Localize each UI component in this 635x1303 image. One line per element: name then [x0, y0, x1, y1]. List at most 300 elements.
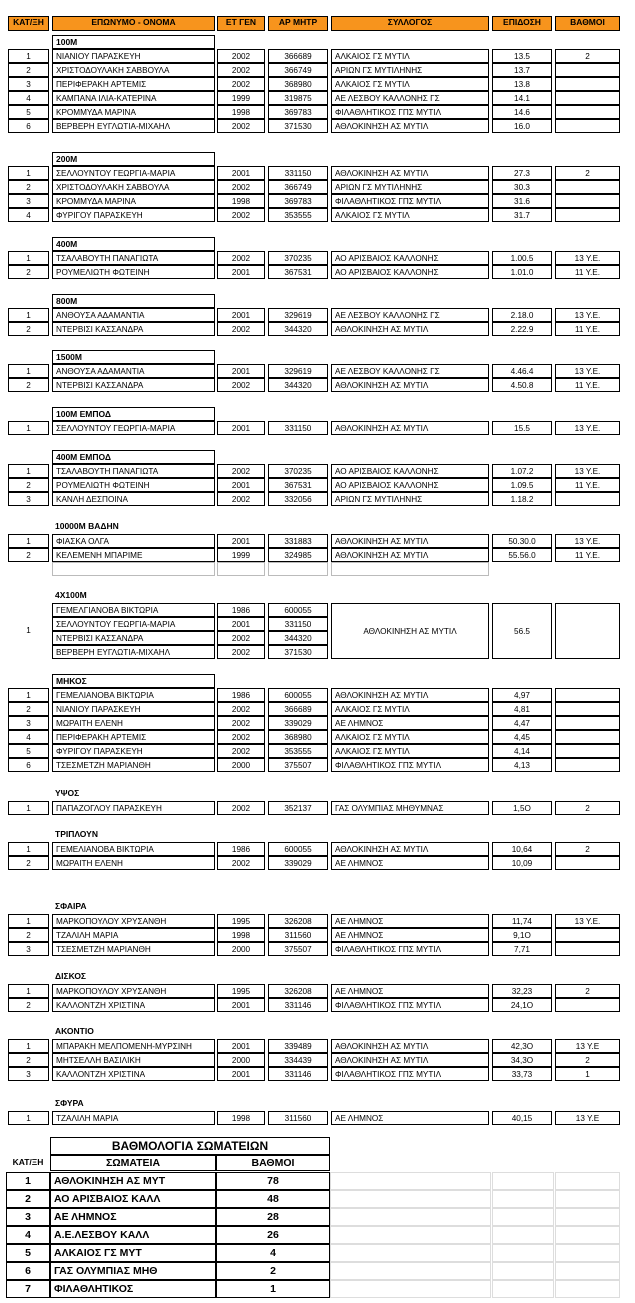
cell-rank: 1 [8, 308, 49, 322]
cell-club: ΑΘΛΟΚΙΝΗΣΗ ΑΣ ΜΥΤΙΛ [331, 378, 489, 392]
header-points: ΒΑΘΜΟΙ [555, 16, 620, 31]
cell-performance: 4.46.4 [492, 364, 552, 378]
cell-performance: 32,23 [492, 984, 552, 998]
standings-rank: 4 [6, 1226, 50, 1244]
cell-performance: 1.01.0 [492, 265, 552, 279]
relay-member-registration: 371530 [268, 645, 328, 659]
event-title: ΤΡΙΠΛΟΥΝ [55, 829, 98, 839]
cell-performance: 4,97 [492, 688, 552, 702]
cell-birth-year: 2001 [217, 1067, 265, 1081]
cell-performance: 42,3Ο [492, 1039, 552, 1053]
cell-performance: 14.1 [492, 91, 552, 105]
relay-member-birth-year: 2002 [217, 645, 265, 659]
cell-athlete-name: ΚΡΟΜΜΥΔΑ ΜΑΡΙΝΑ [52, 194, 215, 208]
cell-athlete-name: ΑΝΘΟΥΣΑ ΑΔΑΜΑΝΤΙΑ [52, 308, 215, 322]
empty-grid-cell [330, 1226, 491, 1244]
cell-rank: 2 [8, 548, 49, 562]
table-row [0, 928, 635, 942]
cell-performance: 4,81 [492, 702, 552, 716]
cell-performance: 9,1Ο [492, 928, 552, 942]
cell-athlete-name: ΒΕΡΒΕΡΗ ΕΥΓΛΩΤΙΑ-ΜΙΧΑΗΛ [52, 119, 215, 133]
standings-row [0, 1226, 635, 1244]
table-row [0, 77, 635, 91]
cell-registration-no: 331146 [268, 998, 328, 1012]
standings-points: 48 [216, 1190, 330, 1208]
cell-rank: 3 [8, 77, 49, 91]
cell-registration-no: 329619 [268, 364, 328, 378]
table-row [0, 730, 635, 744]
empty-grid-cell [555, 1190, 620, 1208]
standings-points: 4 [216, 1244, 330, 1262]
standings-row [0, 1262, 635, 1280]
cell-points: 2 [555, 842, 620, 856]
cell-athlete-name: ΜΩΡΑΙΤΗ ΕΛΕΝΗ [52, 856, 215, 870]
empty-grid-cell [492, 1190, 554, 1208]
table-row [0, 1039, 635, 1053]
cell-athlete-name: ΚΑΝΛΗ ΔΕΣΠΟΙΝΑ [52, 492, 215, 506]
table-row [0, 180, 635, 194]
standings-rank: 7 [6, 1280, 50, 1298]
cell-performance: 40,15 [492, 1111, 552, 1125]
table-row [0, 758, 635, 772]
empty-cell [52, 562, 215, 576]
cell-points: 11 Υ.Ε. [555, 478, 620, 492]
standings-club: ΑΕ ΛΗΜΝΟΣ [50, 1208, 216, 1226]
cell-performance: 10,09 [492, 856, 552, 870]
cell-performance: 13.7 [492, 63, 552, 77]
cell-rank: 1 [8, 842, 49, 856]
standings-club: ΑΘΛΟΚΙΝΗΣΗ ΑΣ ΜΥΤ [50, 1172, 216, 1190]
cell-birth-year: 2002 [217, 119, 265, 133]
cell-performance: 1,5Ο [492, 801, 552, 815]
cell-birth-year: 1998 [217, 105, 265, 119]
cell-birth-year: 2002 [217, 744, 265, 758]
cell-birth-year: 1986 [217, 688, 265, 702]
cell-registration-no: 331150 [268, 421, 328, 435]
cell-athlete-name: ΑΝΘΟΥΣΑ ΑΔΑΜΑΝΤΙΑ [52, 364, 215, 378]
cell-birth-year: 2000 [217, 758, 265, 772]
cell-points [555, 208, 620, 222]
cell-registration-no: 370235 [268, 251, 328, 265]
cell-performance: 11,74 [492, 914, 552, 928]
cell-athlete-name: ΤΣΑΛΑΒΟΥΤΗ ΠΑΝΑΓΙΩΤΑ [52, 251, 215, 265]
cell-rank: 1 [8, 801, 49, 815]
standings-club: ΑΟ ΑΡΙΣΒΑΙΟΣ ΚΑΛΛ [50, 1190, 216, 1208]
cell-birth-year: 1999 [217, 91, 265, 105]
event-title: 1500Μ [52, 350, 215, 364]
cell-athlete-name: ΤΣΑΛΑΒΟΥΤΗ ΠΑΝΑΓΙΩΤΑ [52, 464, 215, 478]
standings-rank: 5 [6, 1244, 50, 1262]
event-title: 10000Μ ΒΑΔΗΝ [55, 521, 119, 531]
cell-points: 13 Υ.Ε. [555, 534, 620, 548]
empty-grid-cell [492, 1244, 554, 1262]
cell-birth-year: 2001 [217, 1039, 265, 1053]
cell-club: ΑΘΛΟΚΙΝΗΣΗ ΑΣ ΜΥΤΙΛ [331, 119, 489, 133]
cell-club: ΑΘΛΟΚΙΝΗΣΗ ΑΣ ΜΥΤΙΛ [331, 1039, 489, 1053]
cell-rank: 4 [8, 208, 49, 222]
cell-points [555, 492, 620, 506]
cell-points: 11 Υ.Ε. [555, 265, 620, 279]
standings-points: 2 [216, 1262, 330, 1280]
cell-club: ΑΘΛΟΚΙΝΗΣΗ ΑΣ ΜΥΤΙΛ [331, 322, 489, 336]
standings-rank: 3 [6, 1208, 50, 1226]
cell-club: ΑΕ ΛΗΜΝΟΣ [331, 1111, 489, 1125]
cell-athlete-name: ΠΑΠΑΖΟΓΛΟΥ ΠΑΡΑΣΚΕΥΗ [52, 801, 215, 815]
cell-points [555, 688, 620, 702]
standings-row [0, 1190, 635, 1208]
cell-points: 13 Υ.Ε. [555, 421, 620, 435]
cell-club: ΦΙΛΑΘΛΗΤΙΚΟΣ ΓΠΣ ΜΥΤΙΛ [331, 998, 489, 1012]
cell-birth-year: 2002 [217, 702, 265, 716]
cell-registration-no: 370235 [268, 464, 328, 478]
cell-performance: 1.07.2 [492, 464, 552, 478]
cell-rank: 3 [8, 716, 49, 730]
standings-club: ΓΑΣ ΟΛΥΜΠΙΑΣ ΜΗΘ [50, 1262, 216, 1280]
cell-points [555, 942, 620, 956]
cell-birth-year: 1998 [217, 928, 265, 942]
cell-registration-no: 344320 [268, 378, 328, 392]
cell-birth-year: 2002 [217, 856, 265, 870]
table-row [0, 194, 635, 208]
cell-performance: 15.5 [492, 421, 552, 435]
cell-birth-year: 2001 [217, 998, 265, 1012]
empty-grid-cell [492, 1262, 554, 1280]
table-row [0, 744, 635, 758]
standings-points: 28 [216, 1208, 330, 1226]
standings-row [0, 1172, 635, 1190]
standings-rank: 6 [6, 1262, 50, 1280]
standings-club: Α.Ε.ΛΕΣΒΟΥ ΚΑΛΛ [50, 1226, 216, 1244]
cell-registration-no: 339029 [268, 716, 328, 730]
cell-athlete-name: ΠΕΡΙΦΕΡΑΚΗ ΑΡΤΕΜΙΣ [52, 730, 215, 744]
cell-club: ΑΛΚΑΙΟΣ ΓΣ ΜΥΤΙΛ [331, 208, 489, 222]
cell-registration-no: 311560 [268, 1111, 328, 1125]
empty-row [0, 562, 635, 576]
cell-points [555, 744, 620, 758]
cell-registration-no: 344320 [268, 322, 328, 336]
relay-member-registration: 600055 [268, 603, 328, 617]
cell-performance: 13.5 [492, 49, 552, 63]
empty-grid-cell [555, 1262, 620, 1280]
cell-birth-year: 2001 [217, 534, 265, 548]
cell-club: ΑΕ ΛΗΜΝΟΣ [331, 716, 489, 730]
table-row [0, 1111, 635, 1125]
cell-registration-no: 368980 [268, 77, 328, 91]
empty-grid-cell [555, 1226, 620, 1244]
cell-club: ΑΡΙΩΝ ΓΣ ΜΥΤΙΛΗΝΗΣ [331, 180, 489, 194]
cell-athlete-name: ΚΑΛΛΟΝΤΖΗ ΧΡΙΣΤΙΝΑ [52, 1067, 215, 1081]
standings-header-rank: ΚΑΤ/ΞΗ [12, 1157, 44, 1167]
cell-performance: 34,3Ο [492, 1053, 552, 1067]
cell-athlete-name: ΡΟΥΜΕΛΙΩΤΗ ΦΩΤΕΙΝΗ [52, 478, 215, 492]
header-row [0, 16, 635, 31]
cell-rank: 2 [8, 998, 49, 1012]
cell-performance: 16.0 [492, 119, 552, 133]
empty-grid-cell [555, 1244, 620, 1262]
event-title: ΥΨΟΣ [55, 788, 80, 798]
cell-rank: 5 [8, 105, 49, 119]
cell-rank: 1 [8, 984, 49, 998]
cell-athlete-name: ΦΥΡΙΓΟΥ ΠΑΡΑΣΚΕΥΗ [52, 208, 215, 222]
cell-club: ΑΕ ΛΗΜΝΟΣ [331, 928, 489, 942]
empty-grid-cell [555, 1208, 620, 1226]
event-title: 100Μ ΕΜΠΟΔ [52, 407, 215, 421]
cell-registration-no: 600055 [268, 688, 328, 702]
cell-rank: 3 [8, 194, 49, 208]
header-name: ΕΠΩΝΥΜΟ - ΟΝΟΜΑ [52, 16, 215, 31]
relay-member-name: ΓΕΜΕΛΓΙΑΝΟΒΑ ΒΙΚΤΩΡΙΑ [52, 603, 215, 617]
cell-performance: 14.6 [492, 105, 552, 119]
table-row [0, 63, 635, 77]
standings-points: 78 [216, 1172, 330, 1190]
cell-registration-no: 369783 [268, 194, 328, 208]
cell-points: 11 Υ.Ε. [555, 322, 620, 336]
table-row [0, 364, 635, 378]
cell-points: 2 [555, 166, 620, 180]
cell-birth-year: 2002 [217, 251, 265, 265]
cell-points [555, 716, 620, 730]
standings-club: ΑΛΚΑΙΟΣ ΓΣ ΜΥΤ [50, 1244, 216, 1262]
cell-registration-no: 367531 [268, 478, 328, 492]
cell-birth-year: 1999 [217, 548, 265, 562]
cell-registration-no: 331150 [268, 166, 328, 180]
relay-member-birth-year: 2001 [217, 617, 265, 631]
table-row [0, 1067, 635, 1081]
cell-athlete-name: ΦΙΑΣΚΑ ΟΛΓΑ [52, 534, 215, 548]
standings-title: ΒΑΘΜΟΛΟΓΙΑ ΣΩΜΑΤΕΙΩΝ [50, 1137, 330, 1155]
table-row [0, 478, 635, 492]
cell-registration-no: 339029 [268, 856, 328, 870]
cell-registration-no: 329619 [268, 308, 328, 322]
relay-member-name: ΝΤΕΡΒΙΣΙ ΚΑΣΣΑΝΔΡΑ [52, 631, 215, 645]
table-row [0, 492, 635, 506]
cell-athlete-name: ΓΕΜΕΛΙΑΝΟΒΑ ΒΙΚΤΩΡΙΑ [52, 688, 215, 702]
event-title: 800Μ [52, 294, 215, 308]
cell-rank: 2 [8, 322, 49, 336]
header-registration: ΑΡ ΜΗΤΡ [268, 16, 328, 31]
relay-member-birth-year: 2002 [217, 631, 265, 645]
cell-points: 2 [555, 49, 620, 63]
cell-athlete-name: ΧΡΙΣΤΟΔΟΥΛΑΚΗ ΣΑΒΒΟΥΛΑ [52, 63, 215, 77]
cell-rank: 3 [8, 492, 49, 506]
cell-rank: 2 [8, 1053, 49, 1067]
cell-club: ΑΟ ΑΡΙΣΒΑΙΟΣ ΚΑΛΛΟΝΗΣ [331, 478, 489, 492]
cell-registration-no: 375507 [268, 942, 328, 956]
table-row [0, 856, 635, 870]
cell-club: ΑΛΚΑΙΟΣ ΓΣ ΜΥΤΙΛ [331, 730, 489, 744]
cell-rank: 2 [8, 63, 49, 77]
cell-birth-year: 2002 [217, 63, 265, 77]
cell-athlete-name: ΝΤΕΡΒΙΣΙ ΚΑΣΣΑΝΔΡΑ [52, 322, 215, 336]
cell-birth-year: 2001 [217, 308, 265, 322]
cell-club: ΦΙΛΑΘΛΗΤΙΚΟΣ ΓΠΣ ΜΥΤΙΛ [331, 105, 489, 119]
cell-club: ΑΕ ΛΕΣΒΟΥ ΚΑΛΛΟΝΗΣ ΓΣ [331, 308, 489, 322]
cell-performance: 33,73 [492, 1067, 552, 1081]
cell-club: ΑΘΛΟΚΙΝΗΣΗ ΑΣ ΜΥΤΙΛ [331, 421, 489, 435]
table-row [0, 105, 635, 119]
cell-points [555, 63, 620, 77]
event-title: ΜΗΚΟΣ [52, 674, 215, 688]
cell-club: ΦΙΛΑΘΛΗΤΙΚΟΣ ΓΠΣ ΜΥΤΙΛ [331, 758, 489, 772]
cell-birth-year: 2002 [217, 322, 265, 336]
cell-performance: 13.8 [492, 77, 552, 91]
table-row [0, 942, 635, 956]
cell-athlete-name: ΦΥΡΙΓΟΥ ΠΑΡΑΣΚΕΥΗ [52, 744, 215, 758]
cell-registration-no: 353555 [268, 208, 328, 222]
cell-performance: 2.22.9 [492, 322, 552, 336]
standings-rank: 1 [6, 1172, 50, 1190]
cell-birth-year: 2002 [217, 180, 265, 194]
standings-club: ΦΙΛΑΘΛΗΤΙΚΟΣ [50, 1280, 216, 1298]
relay-member-birth-year: 1986 [217, 603, 265, 617]
cell-rank: 1 [8, 1111, 49, 1125]
cell-rank: 2 [8, 928, 49, 942]
cell-rank: 1 [8, 166, 49, 180]
table-row [0, 49, 635, 63]
cell-birth-year: 2002 [217, 801, 265, 815]
cell-registration-no: 367531 [268, 265, 328, 279]
cell-athlete-name: ΡΟΥΜΕΛΙΩΤΗ ΦΩΤΕΙΝΗ [52, 265, 215, 279]
cell-registration-no: 326208 [268, 984, 328, 998]
cell-birth-year: 2001 [217, 166, 265, 180]
cell-rank: 2 [8, 856, 49, 870]
cell-birth-year: 2002 [217, 208, 265, 222]
cell-athlete-name: ΚΑΜΠΑΝΑ ΙΛΙΑ-ΚΑΤΕΡΙΝΑ [52, 91, 215, 105]
cell-points: 13 Υ.Ε. [555, 251, 620, 265]
cell-club: ΦΙΛΑΘΛΗΤΙΚΟΣ ΓΠΣ ΜΥΤΙΛ [331, 1067, 489, 1081]
table-row [0, 548, 635, 562]
cell-club: ΑΕ ΛΕΣΒΟΥ ΚΑΛΛΟΝΗΣ ΓΣ [331, 364, 489, 378]
table-row [0, 322, 635, 336]
cell-rank: 6 [8, 119, 49, 133]
cell-birth-year: 2000 [217, 1053, 265, 1067]
cell-points [555, 91, 620, 105]
cell-birth-year: 2001 [217, 478, 265, 492]
cell-points: 2 [555, 984, 620, 998]
cell-club: ΑΟ ΑΡΙΣΒΑΙΟΣ ΚΑΛΛΟΝΗΣ [331, 265, 489, 279]
cell-athlete-name: ΤΖΑΛΙΛΗ ΜΑΡΙΑ [52, 928, 215, 942]
header-performance: ΕΠΙΔΟΣΗ [492, 16, 552, 31]
cell-rank: 2 [8, 478, 49, 492]
table-row [0, 208, 635, 222]
cell-birth-year: 1986 [217, 842, 265, 856]
standings-points: 26 [216, 1226, 330, 1244]
event-title: ΔΙΣΚΟΣ [55, 971, 87, 981]
cell-club: ΑΘΛΟΚΙΝΗΣΗ ΑΣ ΜΥΤΙΛ [331, 534, 489, 548]
cell-club: ΑΛΚΑΙΟΣ ΓΣ ΜΥΤΙΛ [331, 77, 489, 91]
cell-birth-year: 2002 [217, 49, 265, 63]
cell-points: 11 Υ.Ε. [555, 548, 620, 562]
cell-athlete-name: ΚΑΛΛΟΝΤΖΗ ΧΡΙΣΤΙΝΑ [52, 998, 215, 1012]
cell-registration-no: 366689 [268, 702, 328, 716]
cell-athlete-name: ΝΙΑΝΙΟΥ ΠΑΡΑΣΚΕΥΗ [52, 49, 215, 63]
cell-registration-no: 332056 [268, 492, 328, 506]
cell-birth-year: 2001 [217, 265, 265, 279]
cell-birth-year: 1995 [217, 984, 265, 998]
table-row [0, 688, 635, 702]
cell-points: 13 Υ.Ε. [555, 364, 620, 378]
cell-points: 13 Υ.Ε. [555, 914, 620, 928]
cell-rank: 6 [8, 758, 49, 772]
cell-points: 1 [555, 1067, 620, 1081]
empty-grid-cell [492, 1208, 554, 1226]
cell-rank: 3 [8, 1067, 49, 1081]
cell-rank: 1 [8, 1039, 49, 1053]
cell-points [555, 77, 620, 91]
table-row [0, 308, 635, 322]
table-row [0, 534, 635, 548]
table-row [0, 842, 635, 856]
event-title: 4Χ100Μ [55, 590, 87, 600]
cell-birth-year: 2002 [217, 730, 265, 744]
cell-club: ΑΛΚΑΙΟΣ ΓΣ ΜΥΤΙΛ [331, 49, 489, 63]
header-birth-year: ΕΤ ΓΕΝ [217, 16, 265, 31]
cell-registration-no: 600055 [268, 842, 328, 856]
cell-points: 13 Υ.Ε [555, 1039, 620, 1053]
cell-performance: 4,45 [492, 730, 552, 744]
cell-registration-no: 339489 [268, 1039, 328, 1053]
cell-performance: 2.18.0 [492, 308, 552, 322]
empty-grid-cell [330, 1280, 491, 1298]
cell-birth-year: 1995 [217, 914, 265, 928]
relay-rank: 1 [26, 626, 31, 635]
cell-birth-year: 1998 [217, 1111, 265, 1125]
table-row [0, 464, 635, 478]
table-row [0, 716, 635, 730]
empty-grid-cell [330, 1172, 491, 1190]
cell-points [555, 105, 620, 119]
relay-member-name: ΣΕΛΛΟΥΝΤΟΥ ΓΕΩΡΓΙΑ-ΜΑΡΙΑ [52, 617, 215, 631]
empty-grid-cell [555, 1172, 620, 1190]
cell-birth-year: 2002 [217, 492, 265, 506]
cell-performance: 31.7 [492, 208, 552, 222]
cell-performance: 7,71 [492, 942, 552, 956]
cell-registration-no: 324985 [268, 548, 328, 562]
table-row [0, 91, 635, 105]
standings-header-row [0, 1155, 635, 1171]
cell-rank: 1 [8, 251, 49, 265]
cell-birth-year: 2001 [217, 421, 265, 435]
cell-athlete-name: ΜΑΡΚΟΠΟΥΛΟΥ ΧΡΥΣΑΝΘΗ [52, 984, 215, 998]
table-row [0, 378, 635, 392]
cell-athlete-name: ΚΡΟΜΜΥΔΑ ΜΑΡΙΝΑ [52, 105, 215, 119]
relay-member-name: ΒΕΡΒΕΡΗ ΕΥΓΛΩΤΙΑ-ΜΙΧΑΗΛ [52, 645, 215, 659]
cell-birth-year: 2002 [217, 464, 265, 478]
cell-athlete-name: ΜΠΑΡΑΚΗ ΜΕΛΠΟΜΕΝΗ-ΜΥΡΣΙΝΗ [52, 1039, 215, 1053]
relay-member-registration: 344320 [268, 631, 328, 645]
standings-header-club: ΣΩΜΑΤΕΙΑ [50, 1155, 216, 1171]
cell-rank: 3 [8, 942, 49, 956]
cell-rank: 1 [8, 688, 49, 702]
cell-performance: 1.00.5 [492, 251, 552, 265]
cell-registration-no: 353555 [268, 744, 328, 758]
relay-club: ΑΘΛΟΚΙΝΗΣΗ ΑΣ ΜΥΤΙΛ [331, 603, 489, 659]
event-title: ΣΦΑΙΡΑ [55, 901, 87, 911]
event-title: ΣΦΥΡΑ [55, 1098, 84, 1108]
cell-rank: 1 [8, 464, 49, 478]
cell-performance: 1.09.5 [492, 478, 552, 492]
table-row [0, 166, 635, 180]
cell-club: ΑΕ ΛΕΣΒΟΥ ΚΑΛΛΟΝΗΣ ΓΣ [331, 91, 489, 105]
cell-rank: 4 [8, 730, 49, 744]
cell-athlete-name: ΝΤΕΡΒΙΣΙ ΚΑΣΣΑΝΔΡΑ [52, 378, 215, 392]
cell-points [555, 180, 620, 194]
standings-points: 1 [216, 1280, 330, 1298]
empty-grid-cell [492, 1280, 554, 1298]
cell-rank: 1 [8, 914, 49, 928]
cell-performance: 10,64 [492, 842, 552, 856]
cell-club: ΑΘΛΟΚΙΝΗΣΗ ΑΣ ΜΥΤΙΛ [331, 1053, 489, 1067]
